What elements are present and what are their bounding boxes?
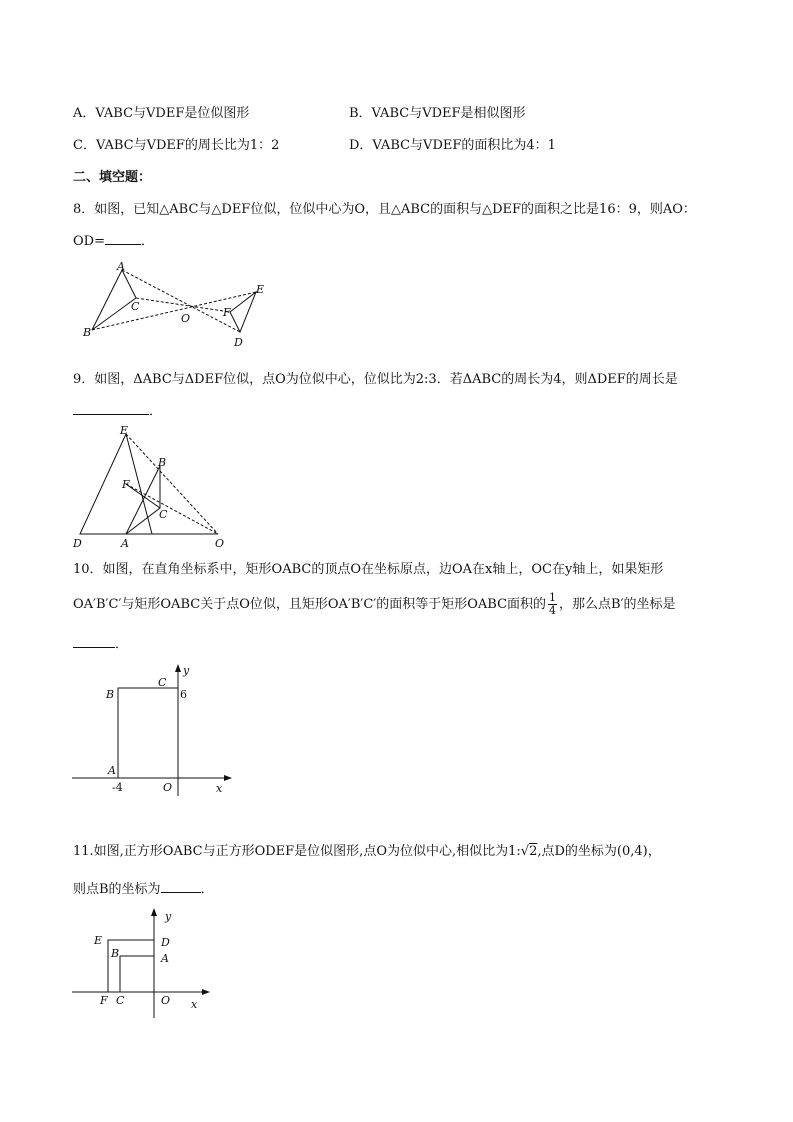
q11-answer-suffix: ．	[200, 882, 214, 897]
q10-y-arrow-icon	[175, 664, 181, 672]
q8-figure	[80, 258, 280, 350]
q10-answer-blank[interactable]	[73, 634, 115, 648]
q10-answer-suffix: ．	[115, 637, 129, 652]
q10-label-b: B	[106, 688, 115, 701]
q11-sqrt	[521, 844, 538, 859]
q10-x-arrow-icon	[224, 775, 232, 781]
q8-text-line2	[73, 230, 154, 249]
q8-label-f: F	[223, 306, 231, 319]
q11-x-arrow-icon	[202, 989, 210, 995]
q10-text-line2-suffix: ，那么点B′的坐标是	[559, 597, 676, 612]
q10-text-line3	[73, 633, 128, 652]
q9-label-b: B	[158, 456, 167, 469]
q11-text-line1-suffix: ,点D的坐标为(0,4)，	[537, 844, 661, 859]
q11-text-line2	[73, 878, 214, 897]
q11-label-c: C	[116, 994, 125, 1007]
q8-label-e: E	[256, 283, 265, 296]
q11-text-line1-prefix: 11.如图,正方形OABC与正方形ODEF是位似图形,点O为位似中心,相似比为1:	[73, 844, 521, 859]
q8-triangle-def	[230, 292, 256, 332]
q11-label-e: E	[94, 934, 103, 947]
q8-answer-blank[interactable]	[105, 231, 141, 245]
q11-text-line1	[73, 840, 661, 859]
q10-text-line1: 10．如图，在直角坐标系中，矩形OABC的顶点O在坐标原点，边OA在x轴上，OC在y轴上，如果矩形	[73, 562, 664, 577]
option-c: C．VABC与VDEF的周长比为1：2	[73, 138, 280, 153]
q11-label-d: D	[161, 936, 170, 949]
q8-triangle-abc	[92, 270, 136, 330]
q11-sqrt-value: 2	[529, 844, 538, 859]
q11-square-oabc	[120, 956, 154, 992]
q10-label-c: C	[158, 676, 167, 689]
q11-label-f: F	[100, 994, 108, 1007]
q8-text-line1: 8．如图，已知△ABC与△DEF位似，位似中心为O，且△ABC的面积与△DEF的面积之比是16：9，则AO：	[73, 202, 696, 217]
option-d: D．VABC与VDEF的面积比为4：1	[349, 138, 556, 153]
q11-sqrt-sign-icon: √	[520, 844, 530, 859]
q8-dashed-line-cf	[136, 298, 230, 312]
q9-label-o: O	[215, 537, 225, 550]
q8-answer-prefix: OD=	[73, 234, 105, 249]
q9-text-line2	[73, 400, 162, 419]
q9-text-line1: 9．如图，ΔABC与ΔDEF位似，点O为位似中心，位似比为2:3．若ΔABC的周长为4，则ΔDEF的周长是	[73, 372, 678, 387]
q10-text-line2-prefix: OA′B′C′与矩形OABC关于点O位似，且矩形OA′B′C′的面积等于矩形OABC面积的	[73, 597, 547, 612]
q11-label-a: A	[161, 952, 169, 965]
section-title: 二、填空题：	[73, 170, 152, 185]
q9-label-d: D	[73, 537, 82, 550]
q10-text-line2	[73, 592, 676, 617]
q10-fraction-numerator: 1	[549, 591, 557, 604]
q11-answer-prefix: 则点B的坐标为	[73, 882, 161, 897]
option-a: A．VABC与VDEF是位似图形	[73, 106, 250, 121]
q8-answer-suffix: ．	[140, 234, 154, 249]
q10-figure	[66, 660, 236, 796]
q9-label-c: C	[159, 508, 168, 521]
q10-label-x: x	[216, 782, 223, 795]
q10-label-a: A	[108, 764, 116, 777]
q9-line-fc	[126, 484, 160, 508]
q9-label-a: A	[121, 537, 129, 550]
q9-label-f: F	[122, 478, 130, 491]
q10-fraction-denominator: 4	[549, 604, 557, 617]
q8-label-d: D	[234, 336, 243, 349]
q9-figure	[70, 422, 240, 550]
q11-label-y: y	[165, 910, 172, 923]
q9-label-e: E	[120, 424, 129, 437]
q10-label-y: y	[183, 664, 190, 677]
q9-triangle-abc	[126, 466, 160, 534]
q10-label-six: 6	[180, 688, 187, 701]
q11-label-o: O	[161, 994, 171, 1007]
q9-dashed-line-fo	[126, 484, 218, 534]
q10-rectangle-oabc	[118, 688, 178, 778]
q10-fraction	[548, 592, 557, 617]
q10-label-o: O	[163, 781, 173, 794]
option-b: B．VABC与VDEF是相似图形	[349, 106, 526, 121]
q8-label-a: A	[117, 260, 125, 273]
q9-dashed-line-eo	[126, 434, 218, 534]
q11-figure	[68, 904, 218, 1022]
q11-label-x: x	[191, 998, 198, 1011]
q9-answer-suffix: ．	[149, 404, 163, 419]
q11-label-b: B	[111, 947, 120, 960]
q8-label-o: O	[181, 312, 191, 325]
q11-answer-blank[interactable]	[161, 879, 201, 893]
q8-label-c: C	[131, 300, 140, 313]
q9-answer-blank[interactable]	[73, 401, 149, 415]
q9-triangle-def	[80, 434, 152, 534]
q11-y-arrow-icon	[151, 908, 157, 916]
q10-label-neg4: -4	[112, 781, 123, 794]
q8-label-b: B	[83, 326, 92, 339]
